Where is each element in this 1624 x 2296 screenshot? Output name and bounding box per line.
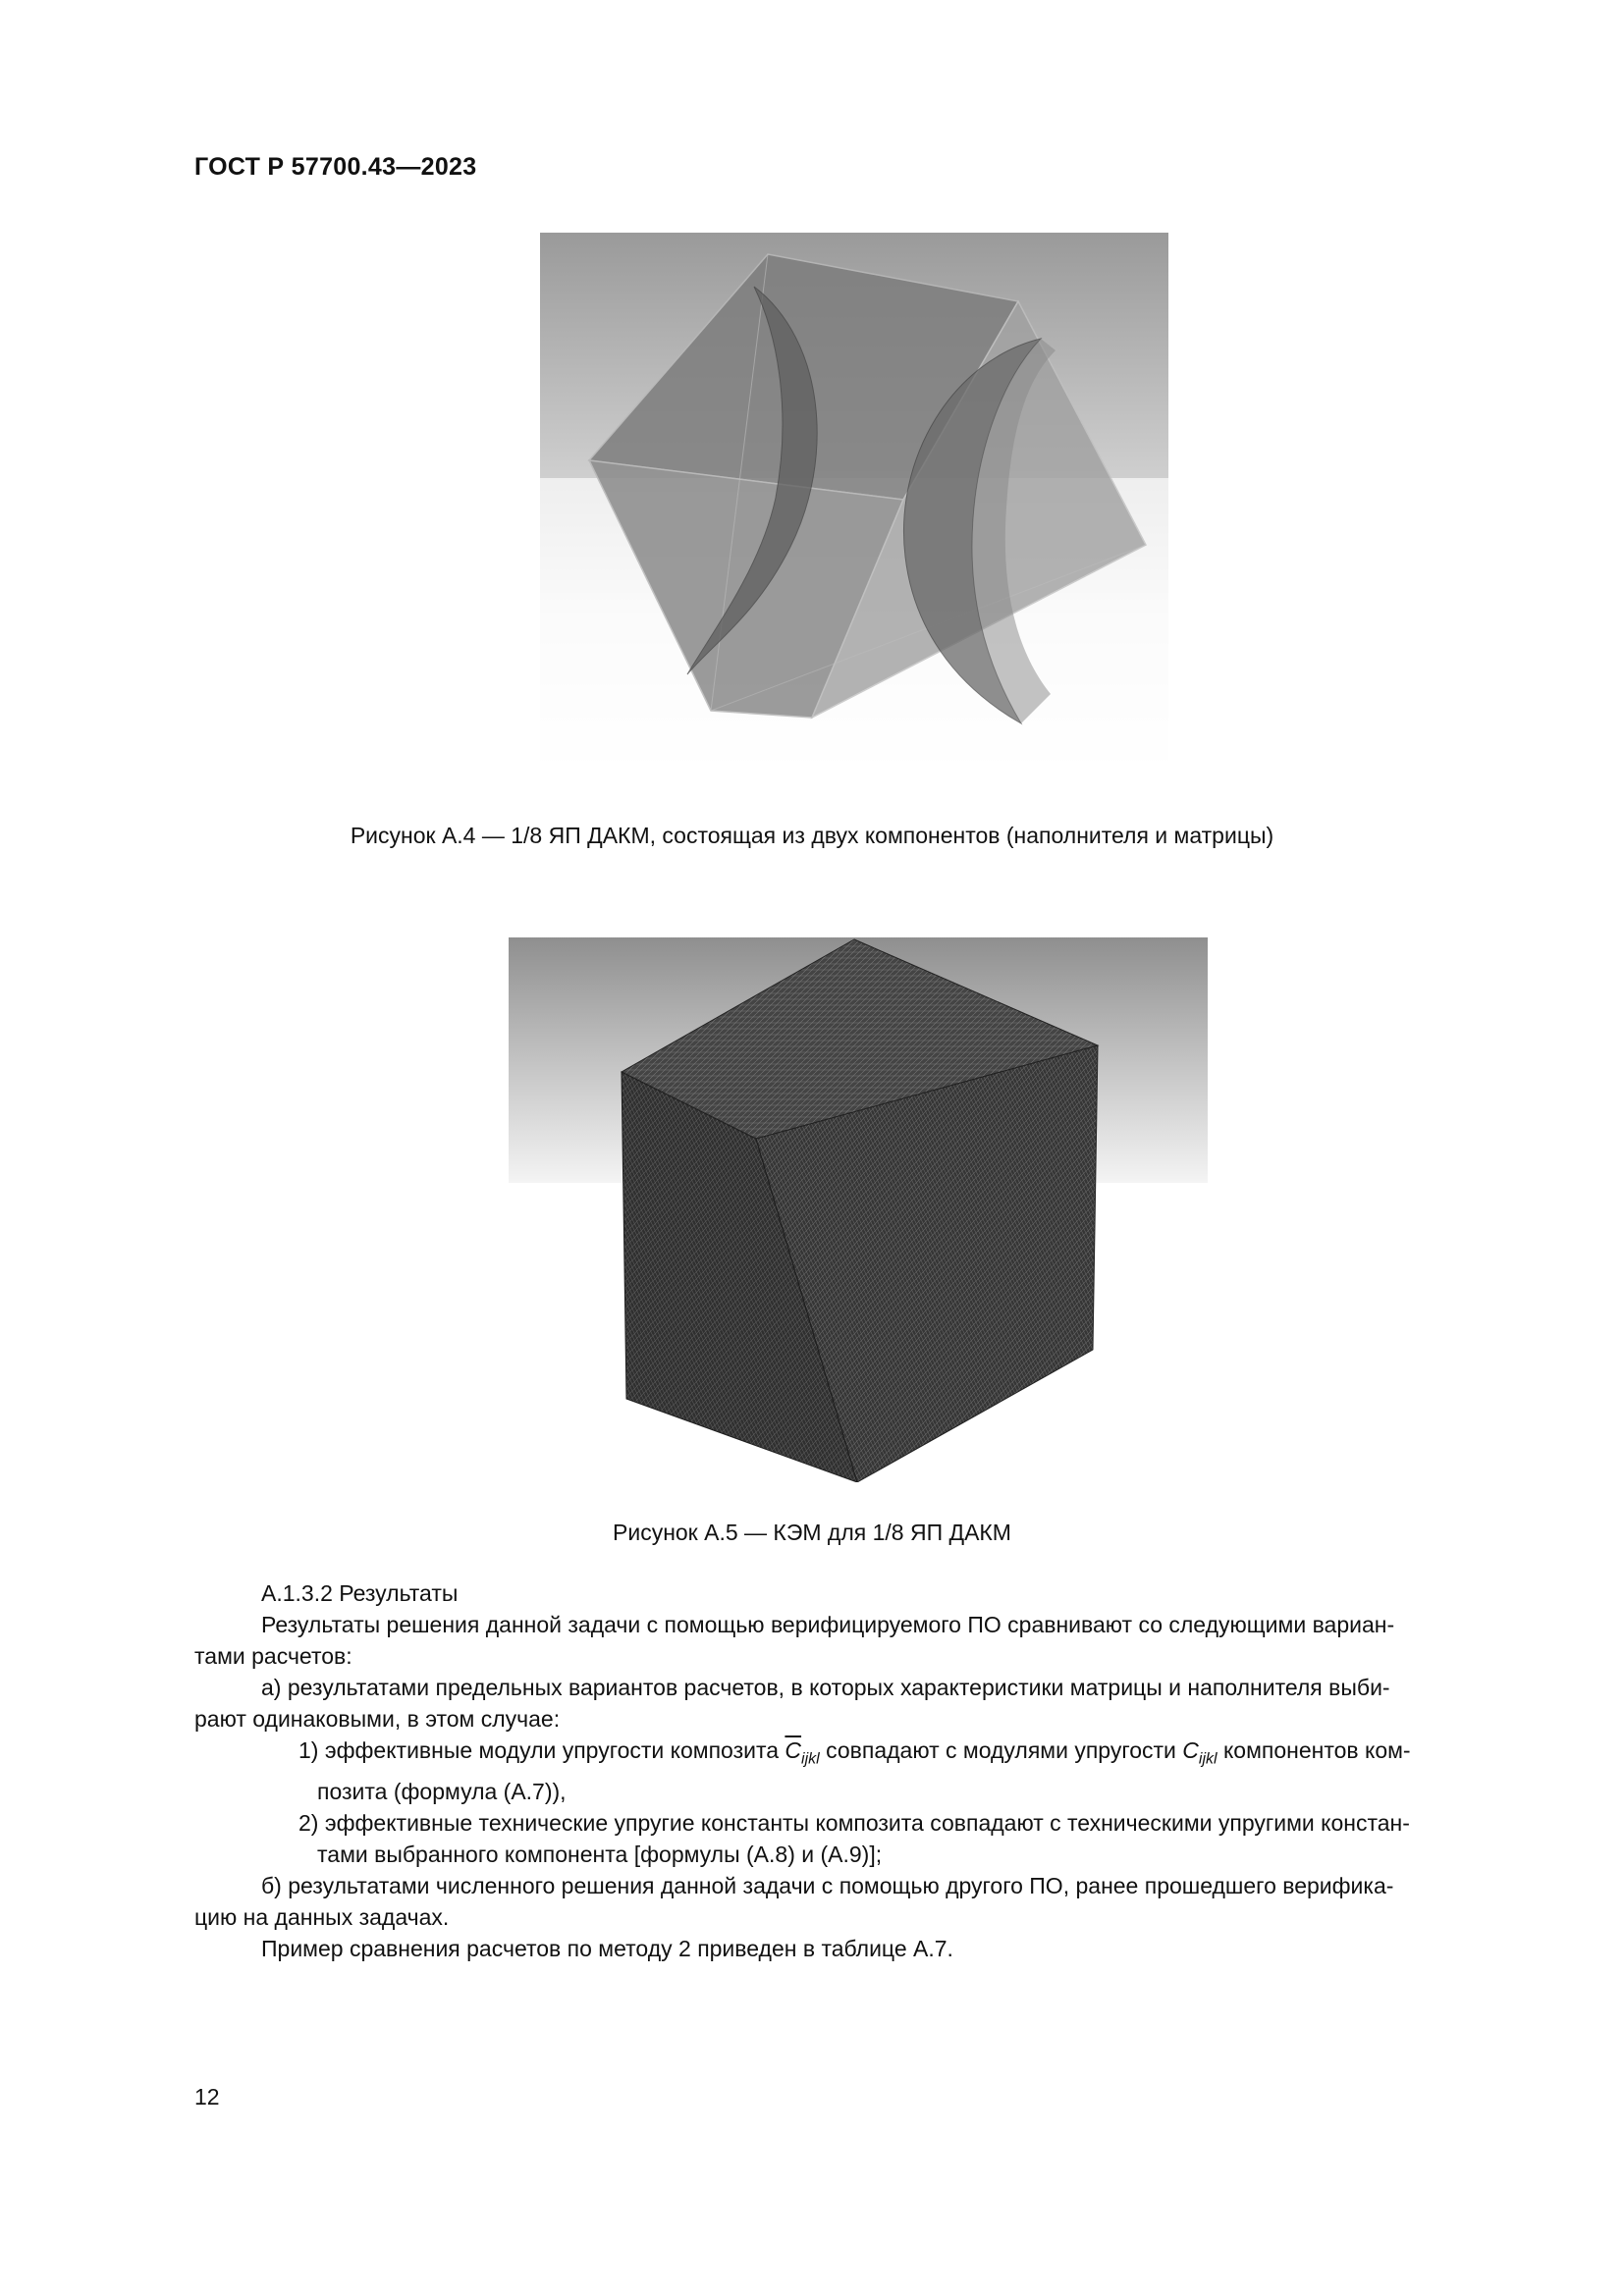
figure-a5-image	[509, 937, 1208, 1482]
item-b-line-1: б) результатами численного решения данной задачи с помощью другого ПО, ранее прошедшего верифика-	[261, 1872, 1394, 1898]
subitem-1-post: компонентов ком-	[1217, 1737, 1411, 1763]
figure-a4-caption: Рисунок А.4 — 1/8 ЯП ДАКМ, состоящая из двух компонентов (наполнителя и матрицы)	[350, 823, 1274, 848]
subitem-1-mid: совпадают с модулями упругости	[819, 1737, 1183, 1763]
item-a-line-2: рают одинаковыми, в этом случае:	[194, 1706, 561, 1732]
intro-line-1: Результаты решения данной задачи с помощью верифицируемого ПО сравнивают со следующими вариан-	[261, 1612, 1395, 1637]
section-results	[194, 1577, 1515, 1964]
formula-sub-2: ijkl	[1198, 1750, 1218, 1768]
page-number: 12	[194, 2084, 220, 2109]
formula-c-bar: $\overline{C}$	[785, 1737, 802, 1763]
subitem-1-line-2: позита (формула (А.7)),	[317, 1778, 567, 1804]
figure-a4-image	[540, 233, 1168, 777]
formula-c: C	[1182, 1737, 1199, 1763]
item-a-line-1: а) результатами предельных вариантов расчетов, в которых характеристики матрицы и наполнителя выби-	[261, 1675, 1390, 1700]
example-line: Пример сравнения расчетов по методу 2 приведен в таблице А.7.	[261, 1935, 953, 1961]
subitem-2-line-2: тами выбранного компонента [формулы (А.8) и (А.9)];	[317, 1841, 883, 1867]
subitem-1-pre: 1) эффективные модули упругости композита	[298, 1737, 785, 1763]
subitem-1-line-1	[194, 1735, 1515, 1776]
item-b-line-2: цию на данных задачах.	[194, 1903, 450, 1930]
figure-a5-caption: Рисунок А.5 — КЭМ для 1/8 ЯП ДАКМ	[613, 1520, 1011, 1545]
subitem-2-line-1: 2) эффективные технические упругие константы композита совпадают с техническими упругими констан-	[298, 1809, 1410, 1836]
section-heading: А.1.3.2 Результаты	[261, 1580, 459, 1606]
formula-sub-1: ijkl	[801, 1750, 820, 1768]
standard-code: ГОСТ Р 57700.43—2023	[194, 153, 477, 181]
intro-line-2: тами расчетов:	[194, 1643, 352, 1669]
